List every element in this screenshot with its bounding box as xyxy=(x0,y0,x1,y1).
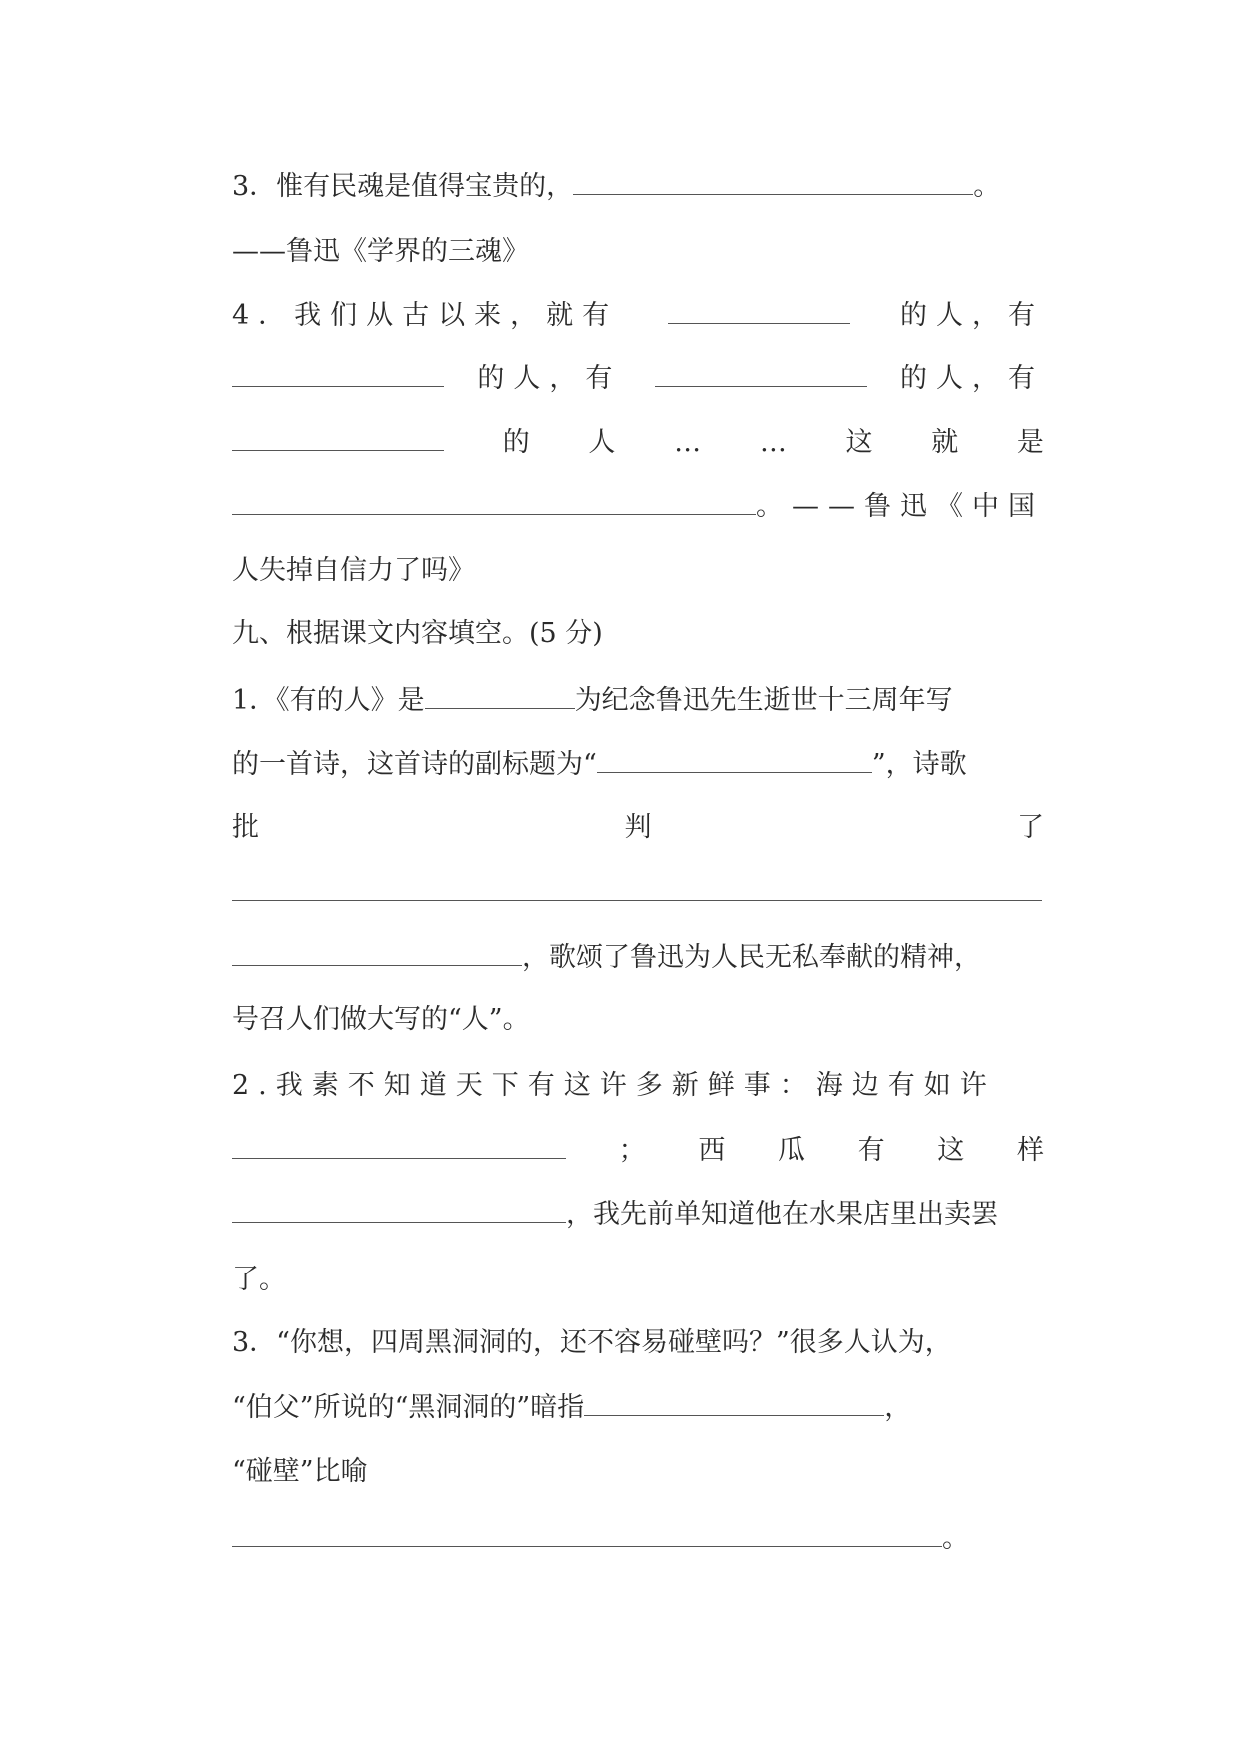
s2-text-2f: 样 xyxy=(1016,1135,1044,1166)
s1-blank-4[interactable] xyxy=(232,937,522,966)
q4-line-3 xyxy=(232,422,1044,462)
q4-blank-1[interactable] xyxy=(668,295,850,324)
s1-text-2a: 的一首诗，这首诗的副标题为“ xyxy=(232,749,597,780)
s2-text-2d: 有 xyxy=(857,1135,885,1166)
s2-line-4: 了。 xyxy=(232,1264,286,1295)
q4-text-4a: 。——鲁迅《中国 xyxy=(756,491,1044,522)
s1-text-1a: 1．《有的人》是 xyxy=(232,685,425,716)
s1-line-1 xyxy=(232,680,1044,720)
q4-blank-5[interactable] xyxy=(232,486,756,515)
q3-suffix: 。 xyxy=(973,171,1001,202)
s2-blank-2[interactable] xyxy=(232,1194,566,1223)
q4-text-3c: … xyxy=(674,427,702,458)
q4-line-1 xyxy=(232,295,1044,335)
s1-text-1b: 为纪念鲁迅先生逝世十三周年写 xyxy=(574,685,953,716)
s2-text-3a: ，我先前单知道他在水果店里出卖罢 xyxy=(566,1199,998,1230)
q3-line xyxy=(232,166,1044,206)
s1-text-5a: ，歌颂了鲁迅为人民无私奉献的精神， xyxy=(522,942,981,973)
s3-text-4b: 。 xyxy=(942,1523,969,1554)
q4-text-1b: 的人，有 xyxy=(900,300,1044,331)
s2-line-3 xyxy=(232,1194,1044,1234)
s2-text-1: 2.我素不知道天下有这许多新鲜事：海边有如许 xyxy=(232,1070,996,1101)
q4-text-3b: 人 xyxy=(588,427,616,458)
q3-blank[interactable] xyxy=(573,166,973,195)
s3-text-2b: ， xyxy=(884,1392,912,1423)
s1-line-3 xyxy=(232,808,1044,848)
s1-blank-2[interactable] xyxy=(597,744,872,773)
s2-text-2a: ； xyxy=(618,1135,646,1166)
s1-line-2 xyxy=(232,744,1044,784)
s2-blank-1[interactable] xyxy=(232,1130,566,1159)
s3-text-2a: “伯父”所说的“黑洞洞的”暗指 xyxy=(232,1392,585,1423)
s3-line-1: 3．“你想，四周黑洞洞的，还不容易碰壁吗？”很多人认为， xyxy=(232,1327,952,1358)
s1-text-3b: 判 xyxy=(624,812,652,843)
s1-blank-3[interactable] xyxy=(232,872,1042,901)
s2-text-2b: 西 xyxy=(698,1135,726,1166)
s2-line-1 xyxy=(232,1066,1044,1106)
s1-text-2b: ”，诗歌 xyxy=(871,749,967,780)
q4-line-4 xyxy=(232,486,1044,526)
s2-text-2e: 这 xyxy=(937,1135,965,1166)
q4-text-3e: 这 xyxy=(845,427,873,458)
section-9-heading: 九、根据课文内容填空。(5 分) xyxy=(232,618,603,649)
q4-text-3d: … xyxy=(759,427,787,458)
q4-blank-4[interactable] xyxy=(232,422,444,451)
q4-text-2a: 的人，有 xyxy=(477,363,622,394)
s1-text-3a: 批 xyxy=(232,812,259,843)
q4-blank-3[interactable] xyxy=(655,358,867,387)
s3-blank-2[interactable] xyxy=(232,1518,942,1547)
s1-text-3c: 了 xyxy=(1017,812,1044,843)
q4-line-2 xyxy=(232,358,1044,398)
s2-line-2 xyxy=(232,1130,1044,1170)
q3-source: ——鲁迅《学界的三魂》 xyxy=(232,236,529,267)
s3-line-3: “碰壁”比喻 xyxy=(232,1456,368,1487)
s3-line-4 xyxy=(232,1518,1044,1558)
s1-line-4 xyxy=(232,872,1044,912)
q4-text-3a: 的 xyxy=(502,427,530,458)
s2-text-2c: 瓜 xyxy=(777,1135,805,1166)
s3-line-2 xyxy=(232,1387,1044,1427)
q4-blank-2[interactable] xyxy=(232,358,444,387)
q4-text-3g: 是 xyxy=(1016,427,1044,458)
q4-text-3f: 就 xyxy=(931,427,959,458)
s3-blank-1[interactable] xyxy=(584,1387,884,1416)
s1-line-5 xyxy=(232,937,1044,977)
q4-text-1a: 4．我们从古以来，就有 xyxy=(232,300,619,331)
q3-prefix: 3．惟有民魂是值得宝贵的， xyxy=(232,171,574,202)
s1-blank-1[interactable] xyxy=(425,680,575,709)
s1-line-6: 号召人们做大写的“人”。 xyxy=(232,1004,530,1035)
q4-text-2b: 的人，有 xyxy=(899,363,1044,394)
q4-line-5: 人失掉自信力了吗》 xyxy=(232,555,475,586)
